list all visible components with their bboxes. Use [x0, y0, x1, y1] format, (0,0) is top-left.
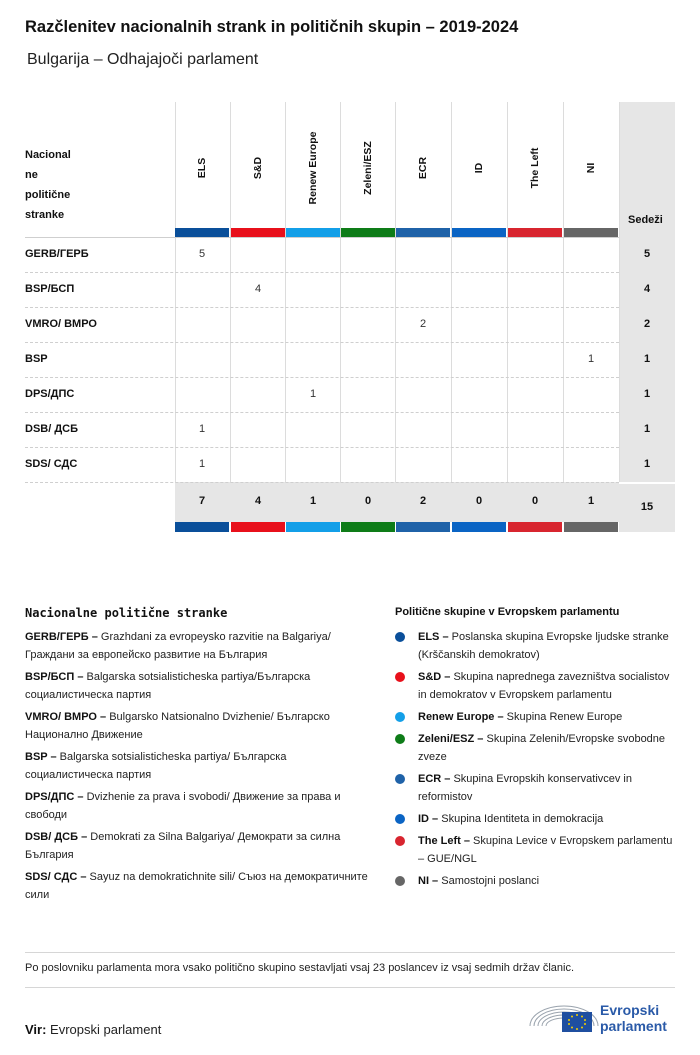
group-color-bar-bottom	[396, 522, 450, 532]
group-legend-text: Skupina Levice v Evropskem parlamentu – GUE/NGL	[418, 835, 673, 865]
column-total: 0	[364, 495, 372, 507]
row-divider	[25, 237, 619, 238]
group-color-dot	[395, 836, 405, 846]
page-subtitle: Bulgarija – Odhajajoči parlament	[27, 51, 259, 68]
seat-count-cell: 2	[419, 318, 427, 330]
group-color-bar-bottom	[286, 522, 340, 532]
column-total: 0	[475, 495, 483, 507]
group-color-dot	[395, 734, 405, 744]
seat-count-cell: 1	[309, 388, 317, 400]
party-row-label: DPS/ДПС	[25, 388, 75, 400]
group-color-bar-bottom	[452, 522, 506, 532]
group-header-label: The Left	[529, 147, 541, 189]
row-divider	[25, 447, 619, 448]
seat-count-cell: 1	[198, 458, 206, 470]
ep-hemicycle-icon	[528, 996, 600, 1036]
row-total-seats: 4	[643, 283, 651, 295]
party-legend-text: Balgarska sotsialisticheska partiya/ Българска социалистическа партия	[25, 751, 287, 781]
party-legend-text: Sayuz na demokratichnite sili/ Съюз на демократичните сили	[25, 871, 368, 901]
group-header	[564, 110, 618, 226]
group-legend-item	[395, 770, 675, 806]
group-header	[175, 110, 229, 226]
party-legend-abbr: DPS/ДПС –	[25, 791, 84, 803]
group-legend-text: Samostojni poslanci	[438, 875, 540, 887]
group-color-bar-bottom	[564, 522, 618, 532]
group-header	[231, 110, 285, 226]
party-column-header	[25, 145, 71, 225]
row-total-seats: 5	[643, 248, 651, 260]
group-legend-abbr: The Left –	[418, 835, 470, 847]
group-header-label: Zeleni/ESZ	[362, 141, 374, 195]
party-legend-text: Grazhdani za evropeysko razvitie na Balgariya/ Граждани за европейско развитие на България	[25, 631, 331, 661]
national-parties-legend	[25, 606, 370, 908]
group-color-dot	[395, 632, 405, 642]
group-legend-text: Poslanska skupina Evropske ljudske stranke (Krščanskih demokratov)	[418, 631, 669, 661]
party-row-label: BSP	[25, 353, 48, 365]
row-total-seats: 2	[643, 318, 651, 330]
party-legend-abbr: GERB/ГЕРБ –	[25, 631, 98, 643]
column-total: 7	[198, 495, 206, 507]
row-divider	[25, 307, 619, 308]
party-legend-item	[25, 668, 370, 704]
group-legend-abbr: ECR –	[418, 773, 451, 785]
column-total: 0	[531, 495, 539, 507]
group-color-dot	[395, 774, 405, 784]
row-divider	[25, 412, 619, 413]
source-label: Vir:	[25, 1022, 47, 1037]
party-legend-abbr: VMRO/ ВМРО –	[25, 711, 107, 723]
group-legend-item	[395, 730, 675, 766]
party-legend-item	[25, 868, 370, 904]
row-total-seats: 1	[643, 423, 651, 435]
party-legend-abbr: BSP –	[25, 751, 57, 763]
group-header	[396, 110, 450, 226]
group-header-label: ECR	[417, 156, 429, 180]
seat-count-cell: 1	[587, 353, 595, 365]
group-legend-item	[395, 628, 675, 664]
party-legend-abbr: DSB/ ДСБ –	[25, 831, 88, 843]
group-legend-abbr: NI –	[418, 875, 439, 887]
group-color-bar-bottom	[508, 522, 562, 532]
seat-count-cell: 4	[254, 283, 262, 295]
party-header-line: Nacional	[25, 149, 71, 161]
party-row-label: VMRO/ ВМРО	[25, 318, 97, 330]
group-color-dot	[395, 876, 405, 886]
political-groups-heading: Politične skupine v Evropskem parlamentu	[395, 606, 620, 618]
national-parties-heading: Nacionalne politične stranke	[25, 606, 228, 620]
row-divider	[25, 272, 619, 273]
group-header	[452, 110, 506, 226]
party-row-label: DSB/ ДСБ	[25, 423, 79, 435]
party-legend-item	[25, 628, 370, 664]
party-legend-text: Bulgarsko Natsionalno Dvizhenie/ Българско Национално Движение	[25, 711, 330, 741]
column-total: 1	[587, 495, 595, 507]
party-legend-text: Dvizhenie za prava i svobodi/ Движение за права и свободи	[25, 791, 341, 821]
row-total-seats: 1	[643, 458, 651, 470]
source-text: Evropski parlament	[46, 1022, 162, 1037]
group-legend-abbr: Renew Europe –	[418, 711, 504, 723]
group-legend-abbr: Zeleni/ESZ –	[418, 733, 484, 745]
divider	[25, 987, 675, 988]
party-legend-text: Balgarska sotsialisticheska partiya/Българска социалистическа партия	[25, 671, 311, 701]
logo-line: parlament	[600, 1018, 667, 1034]
group-legend-item	[395, 810, 675, 828]
political-groups-legend	[395, 606, 675, 894]
party-header-line: stranke	[25, 209, 65, 221]
party-legend-item	[25, 788, 370, 824]
group-legend-item	[395, 668, 675, 704]
group-legend-text: Skupina Renew Europe	[503, 711, 623, 723]
group-color-dot	[395, 712, 405, 722]
page-title: Razčlenitev nacionalnih strank in političnih skupin – 2019-2024	[25, 18, 519, 36]
column-total: 4	[254, 495, 262, 507]
divider	[25, 952, 675, 953]
seat-count-cell: 5	[198, 248, 206, 260]
totals-separator	[619, 482, 675, 484]
column-total: 2	[419, 495, 427, 507]
party-legend-item	[25, 708, 370, 744]
group-header	[508, 110, 562, 226]
group-legend-text: Skupina Evropskih konservativcev in reformistov	[418, 773, 632, 803]
party-header-line: ne	[25, 169, 38, 181]
party-row-label: BSP/БСП	[25, 283, 75, 295]
group-legend-item	[395, 832, 675, 868]
party-header-line: politične	[25, 189, 71, 201]
group-legend-item	[395, 708, 675, 726]
group-header-label: S&D	[252, 156, 264, 180]
group-header-label: Renew Europe	[307, 131, 319, 205]
seats-column-header: Sedeži	[628, 214, 663, 226]
group-color-bar-bottom	[341, 522, 395, 532]
ep-logo-text	[600, 1002, 667, 1034]
group-legend-abbr: ID –	[418, 813, 439, 825]
group-legend-text: Skupina Zelenih/Evropske svobodne zveze	[418, 733, 666, 763]
group-color-dot	[395, 814, 405, 824]
group-color-bar-bottom	[175, 522, 229, 532]
group-legend-text: Skupina Identiteta in demokracija	[438, 813, 604, 825]
group-header-label: ID	[473, 162, 485, 174]
seat-count-cell: 1	[198, 423, 206, 435]
group-header	[341, 110, 395, 226]
grand-total: 15	[640, 501, 654, 513]
group-legend-item	[395, 872, 675, 890]
logo-line: Evropski	[600, 1002, 660, 1018]
row-divider	[25, 342, 619, 343]
party-row-label: SDS/ СДС	[25, 458, 78, 470]
group-header	[286, 110, 340, 226]
group-legend-text: Skupina naprednega zavezništva socialistov in demokratov v Evropskem parlamentu	[418, 671, 670, 701]
group-header-label: NI	[585, 162, 597, 174]
party-legend-abbr: BSP/БСП –	[25, 671, 84, 683]
row-total-seats: 1	[643, 353, 651, 365]
group-color-dot	[395, 672, 405, 682]
row-divider	[25, 377, 619, 378]
row-divider	[25, 482, 619, 483]
group-legend-abbr: S&D –	[418, 671, 451, 683]
party-row-label: GERB/ГЕРБ	[25, 248, 89, 260]
group-header-label: ELS	[196, 157, 208, 179]
party-legend-item	[25, 828, 370, 864]
party-legend-abbr: SDS/ СДС –	[25, 871, 87, 883]
party-legend-item	[25, 748, 370, 784]
group-color-bar-bottom	[231, 522, 285, 532]
row-total-seats: 1	[643, 388, 651, 400]
party-legend-text: Demokrati za Silna Balgariya/ Демократи за силна България	[25, 831, 341, 861]
group-legend-abbr: ELS –	[418, 631, 449, 643]
source-line	[25, 1022, 161, 1037]
column-total: 1	[309, 495, 317, 507]
footnote: Po poslovniku parlamenta mora vsako politično skupino sestavljati vsaj 23 poslancev iz vsaj sedmih držav članic.	[25, 962, 575, 974]
